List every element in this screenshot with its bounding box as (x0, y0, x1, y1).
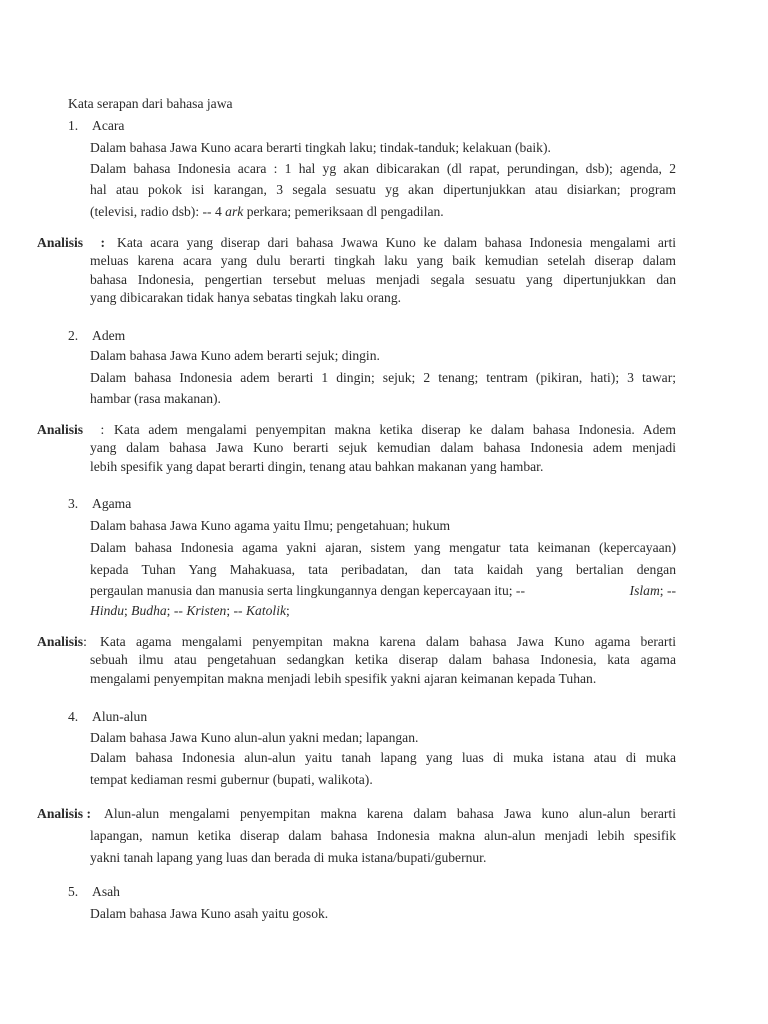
analisis-label: Analisis (37, 422, 84, 437)
analisis-separator: : (83, 634, 87, 649)
kuno-definition: Dalam bahasa Jawa Kuno acara berarti tingkah laku; tindak-tanduk; kelakuan (baik). (90, 140, 551, 155)
indo-definition-line: Dalam bahasa Indonesia agama yakni ajaran, sistem yang mengatur tata keimanan (kepercayaan) (90, 540, 676, 555)
analisis-heading (37, 235, 105, 251)
analisis-line: lebih spesifik yang dapat berarti dingin, tenang atau bahkan makanan yang hambar. (90, 459, 544, 474)
kuno-definition: Dalam bahasa Jawa Kuno adem berarti sejuk; dingin. (90, 348, 380, 363)
indo-definition-text: perkara; pemeriksaan dl pengadilan. (246, 204, 444, 219)
analisis-heading (37, 634, 87, 650)
analisis-line: bahasa Indonesia, pengertian tersebut meluas menjadi segala sesuatu yang dipertunjukkan dan (90, 272, 676, 287)
indo-definition-line: hal atau pokok isi karangan, 3 segala sesuatu yg akan dipertunjukkan atau disiarkan; program (90, 182, 676, 197)
analisis-separator: : (86, 806, 92, 821)
item-number: 2. (68, 328, 79, 343)
indo-definition-line: tempat kediaman resmi gubernur (bupati, walikota). (90, 772, 373, 787)
analisis-separator: : (100, 235, 106, 250)
analisis-line: mengalami penyempitan makna menjadi lebih spesifik yakni ajaran keimanan kepada Tuhan. (90, 671, 597, 686)
indo-definition-text: ; -- (659, 583, 676, 598)
item-word: Adem (92, 328, 126, 343)
analisis-line: lapangan, namun ketika diserap dalam bahasa Indonesia makna alun-alun menjadi lebih spesifik (90, 828, 676, 843)
analisis-label: Analisis (37, 634, 84, 649)
religion-term: Hindu (90, 603, 124, 618)
analisis-line: Kata acara yang diserap dari bahasa Jwawa Kuno ke dalam bahasa Indonesia mengalami arti (117, 235, 676, 250)
separator-text: ; (286, 603, 290, 618)
indo-definition-italic: ark (225, 204, 244, 219)
analisis-separator: : (100, 422, 105, 437)
indo-definition-line: kepada Tuhan Yang Mahakuasa, tata peribadatan, dan tata kaidah yang bertalian dengan (90, 562, 676, 577)
item-word: Acara (92, 118, 125, 133)
indo-definition-tail (630, 583, 676, 599)
indo-definition-line (90, 583, 676, 599)
indo-definition-text: (televisi, radio dsb): -- 4 (90, 204, 222, 219)
item-number: 1. (68, 118, 79, 133)
religion-term: Katolik (245, 603, 287, 618)
separator-text: ; -- (166, 603, 187, 618)
indo-definition-italic: Islam (629, 583, 660, 598)
indo-definition-line: Dalam bahasa Indonesia acara : 1 hal yg akan dibicarakan (dl rapat, perundingan, dsb); agenda, 2 (90, 161, 676, 176)
analisis-line: Kata adem mengalami penyempitan makna ketika diserap ke dalam bahasa Indonesia. Adem (114, 422, 676, 437)
document-title: Kata serapan dari bahasa jawa (68, 96, 233, 111)
analisis-heading (37, 806, 91, 822)
kuno-definition: Dalam bahasa Jawa Kuno asah yaitu gosok. (90, 906, 329, 921)
religion-term: Kristen (186, 603, 227, 618)
indo-definition-line: hambar (rasa makanan). (90, 391, 221, 406)
analisis-line: yang dalam bahasa Jawa Kuno berarti sejuk kemudian dalam bahasa Indonesia adem menjadi (90, 440, 676, 455)
indo-definition-line (90, 603, 290, 619)
item-word: Agama (92, 496, 132, 511)
item-number: 5. (68, 884, 79, 899)
indo-definition-line: Dalam bahasa Indonesia adem berarti 1 dingin; sejuk; 2 tenang; tentram (pikiran, hati); 3 tawar; (90, 370, 676, 385)
separator-text: ; -- (226, 603, 246, 618)
item-word: Asah (92, 884, 120, 899)
kuno-definition: Dalam bahasa Jawa Kuno alun-alun yakni medan; lapangan. (90, 730, 419, 745)
analisis-line: Alun-alun mengalami penyempitan makna karena dalam bahasa Jawa kuno alun-alun berarti (104, 806, 676, 821)
indo-definition-line (90, 204, 444, 220)
religion-term: Budha (131, 603, 167, 618)
analisis-label: Analisis (37, 806, 84, 821)
analisis-heading (37, 422, 104, 438)
item-number: 4. (68, 709, 79, 724)
analisis-line: meluas karena acara yang dulu berarti tingkah laku yang baik kemudian setelah diserap dalam (90, 253, 676, 268)
analisis-label: Analisis (37, 235, 84, 250)
analisis-line: sebuah ilmu atau pengetahuan sedangkan ketika diserap dalam bahasa Indonesia, kata agama (90, 652, 676, 667)
item-word: Alun-alun (92, 709, 148, 724)
separator-text: ; (123, 603, 132, 618)
indo-definition-text: pergaulan manusia dan manusia serta lingkungannya dengan kepercayaan itu; -- (90, 583, 525, 598)
analisis-line: yang dibicarakan tidak hanya sebatas tingkah laku orang. (90, 290, 402, 305)
kuno-definition: Dalam bahasa Jawa Kuno agama yaitu Ilmu; pengetahuan; hukum (90, 518, 451, 533)
analisis-line: yakni tanah lapang yang luas dan berada di muka istana/bupati/gubernur. (90, 850, 487, 865)
item-number: 3. (68, 496, 79, 511)
analisis-line: Kata agama mengalami penyempitan makna karena dalam bahasa Jawa Kuno agama berarti (100, 634, 676, 649)
indo-definition-line: Dalam bahasa Indonesia alun-alun yaitu tanah lapang yang luas di muka istana atau di muka (90, 750, 676, 765)
